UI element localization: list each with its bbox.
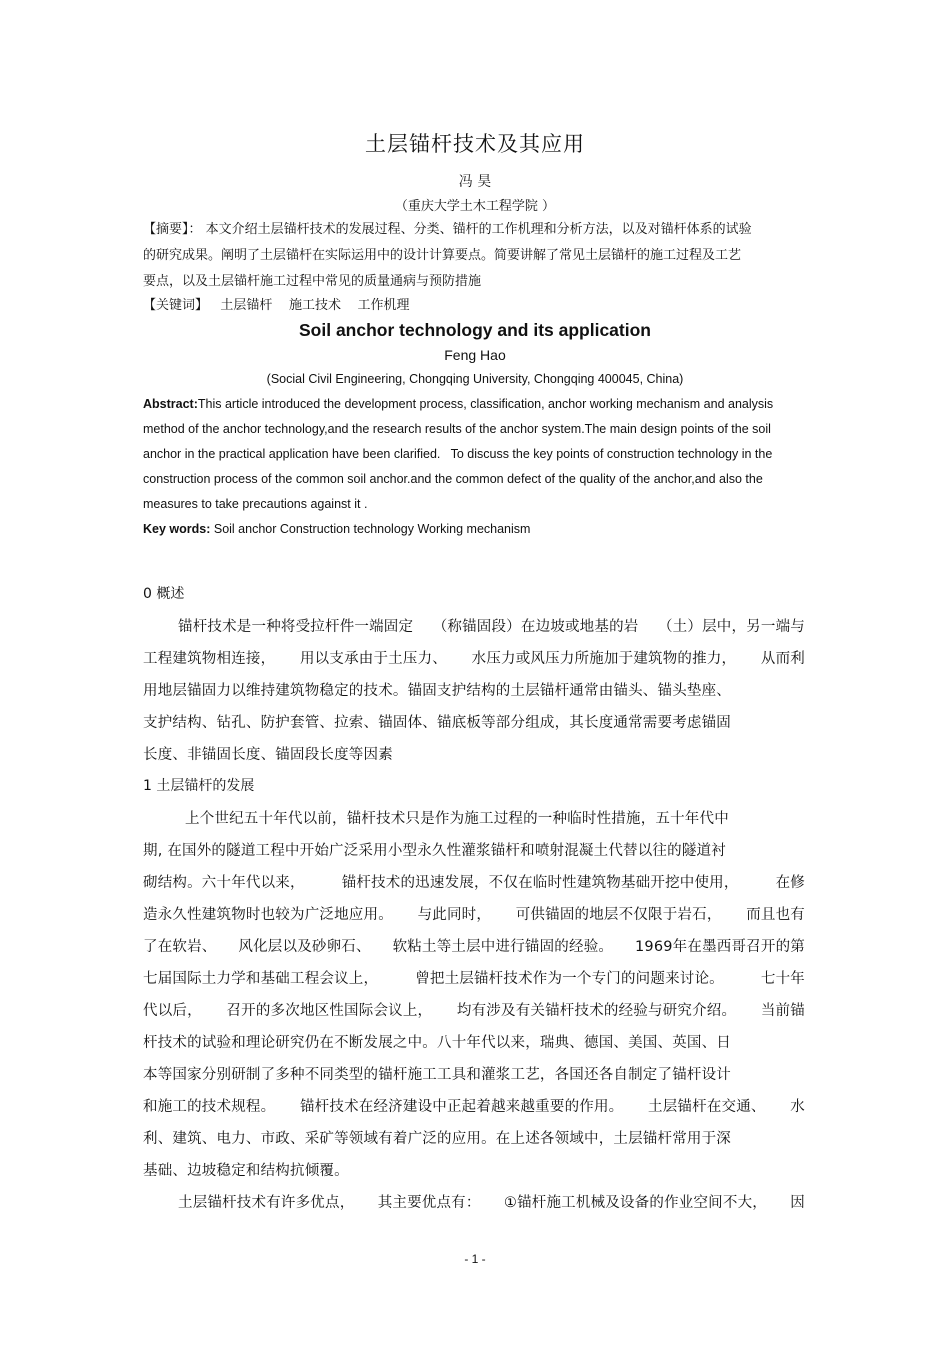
abstract-cn-line-2: 的研究成果。阐明了土层锚杆在实际运用中的设计计算要点。简要讲解了常见土层锚杆的施工过程及工艺 xyxy=(143,248,742,263)
section1-line xyxy=(143,1127,731,1148)
text-segment: 造永久性建筑物时也较为广泛地应用。 xyxy=(143,907,393,923)
text-segment: 可供锚固的地层不仅限于岩石， xyxy=(515,907,722,923)
text-segment: ①锚杆施工机械及设备的作业空间不大， xyxy=(503,1195,767,1211)
affiliation-cn: （重庆大学土木工程学院 ） xyxy=(394,199,556,214)
section1-line xyxy=(143,871,805,892)
section1-line xyxy=(143,967,805,988)
text-segment: 各国还各自制定了锚杆设计 xyxy=(554,1067,732,1083)
section1-line xyxy=(178,1191,805,1212)
abstract-en-line-5: measures to take precautions against it . xyxy=(143,497,368,511)
text-segment: 七届国际土力学和基础工程会议上， xyxy=(143,971,379,987)
text-segment: 了在软岩、 xyxy=(143,939,217,955)
text-segment: 工程建筑物相连接， xyxy=(143,651,276,667)
text-segment: 期, 在国外的隧道工程中开始广泛采用小型永久性灌浆锚杆和喷射混凝土代替以往的隧道衬 xyxy=(143,843,726,859)
section1-line xyxy=(143,935,805,956)
text-segment: 锚杆技术的迅速发展，不仅在临时性建筑物基础开挖中使用， xyxy=(341,875,739,891)
text-segment: 其主要优点有： xyxy=(377,1195,481,1211)
text-segment: 利、建筑、电力、市政、采矿等领域有着广泛的应用。在上述各领域中，土层锚杆常用于深 xyxy=(143,1131,731,1147)
paper-title-en: Soil anchor technology and its application xyxy=(299,320,651,340)
section0-line xyxy=(143,647,805,668)
section1-line xyxy=(143,1031,731,1052)
section0-line xyxy=(143,743,393,764)
text-segment: 与此同时， xyxy=(417,907,492,923)
abstract-cn-label: 【摘要】： xyxy=(143,222,202,237)
text-segment: 软粘土等土层中进行锚固的经验。 xyxy=(392,939,614,955)
text-segment: 用以支承由于土压力、 xyxy=(299,651,447,667)
text-segment: 锚杆技术在经济建设中正起着越来越重要的作用。 xyxy=(299,1099,624,1115)
abstract-en-label: Abstract: xyxy=(143,397,198,411)
abstract-cn-line-3: 要点，以及土层锚杆施工过程中常见的质量通病与预防措施 xyxy=(143,274,482,289)
section0-line xyxy=(143,679,731,700)
section-0-heading: 0 概述 xyxy=(143,586,185,602)
section1-line xyxy=(185,807,729,828)
keywords-en: Key words: Soil anchor Construction technology Working mechanism xyxy=(143,522,531,536)
section1-line xyxy=(143,839,726,860)
text-segment: 从而利 xyxy=(760,651,805,667)
abstract-cn-line-1: 【摘要】： 本文介绍土层锚杆技术的发展过程、分类、锚杆的工作机理和分析方法，以及对锚杆体系的试验 xyxy=(143,222,752,237)
text-segment: 召开的多次地区性国际会议上， xyxy=(226,1003,433,1019)
abstract-en-line-3: anchor in the practical application have been clarified. To discuss the key points of construction technology in the xyxy=(143,447,773,461)
section1-line xyxy=(143,903,805,924)
author-cn: 冯 昊 xyxy=(458,174,492,190)
text-segment: 代以后， xyxy=(143,1003,202,1019)
section1-line xyxy=(143,1159,349,1180)
author-en: Feng Hao xyxy=(444,347,506,363)
text-segment: 1969年在墨西哥召开的第 xyxy=(634,939,805,955)
keywords-cn-label: 【关键词】 xyxy=(143,298,209,313)
text-segment: 七十年 xyxy=(760,971,805,987)
text-segment: 水 xyxy=(790,1099,805,1115)
paper-title-cn: 土层锚杆技术及其应用 xyxy=(365,132,585,156)
text-segment: 当前锚 xyxy=(760,1003,805,1019)
abstract-en-line-4: construction process of the common soil anchor.and the common defect of the quality of the anchor,and also the xyxy=(143,472,763,486)
section1-line xyxy=(143,1063,731,1084)
text-segment: 支护结构、钻孔、防护套管、拉索、锚固体、锚底板等部分组成，其长度通常需要考虑锚固 xyxy=(143,715,731,731)
text-segment: （土）层中，另一端与 xyxy=(657,619,805,635)
section0-line xyxy=(143,711,731,732)
keywords-en-label: Key words: xyxy=(143,522,211,536)
text-segment: 因 xyxy=(790,1195,805,1211)
text-segment: 杆技术的试验和理论研究仍在不断发展之中。八十年代以来，瑞典、德国、美国、英国、日 xyxy=(143,1035,731,1051)
text-segment: 上个世纪五十年代以前，锚杆技术只是作为施工过程的一种临时性措施，五十年代中 xyxy=(185,811,729,827)
text-segment: 土层锚杆技术有许多优点， xyxy=(178,1195,355,1211)
section-1-heading: 1 土层锚杆的发展 xyxy=(143,778,255,794)
text-segment: 风化层以及砂卵石、 xyxy=(238,939,371,955)
keywords-cn: 【关键词】 土层锚杆 施工技术 工作机理 xyxy=(143,298,410,313)
section1-line xyxy=(143,999,805,1020)
text-segment: 而且也有 xyxy=(746,907,805,923)
text-segment: 长度、非锚固长度、锚固段长度等因素 xyxy=(143,747,393,763)
text-segment: 用地层锚固力以维持建筑物稳定的技术。锚固支护结构的土层锚杆通常由锚头、锚头垫座、 xyxy=(143,683,731,699)
text-segment: 曾把土层锚杆技术作为一个专门的问题来讨论。 xyxy=(415,971,724,987)
text-segment: 基础、边坡稳定和结构抗倾覆。 xyxy=(143,1163,349,1179)
text-segment: 砌结构。六十年代以来， xyxy=(143,875,305,891)
text-segment: 和施工的技术规程。 xyxy=(143,1099,276,1115)
abstract-en-line-2: method of the anchor technology,and the research results of the anchor system.The main design points of the soil xyxy=(143,422,771,436)
text-segment: （称锚固段）在边坡或地基的岩 xyxy=(432,619,639,635)
section0-line xyxy=(178,615,805,636)
abstract-en-line-1: Abstract:This article introduced the development process, classification, anchor working mechanism and analysis xyxy=(143,397,774,411)
text-segment: 土层锚杆在交通、 xyxy=(648,1099,766,1115)
text-segment: 在修 xyxy=(775,875,805,891)
section1-line xyxy=(143,1095,805,1116)
affiliation-en: (Social Civil Engineering, Chongqing University, Chongqing 400045, China) xyxy=(266,372,684,386)
page-number: - 1 - xyxy=(464,1252,486,1266)
text-segment: 均有涉及有关锚杆技术的经验与研究介绍。 xyxy=(456,1003,737,1019)
text-segment: 锚杆技术是一种将受拉杆件一端固定 xyxy=(178,619,414,635)
text-segment: 本等国家分别研制了多种不同类型的锚杆施工工具和灌浆工艺， xyxy=(143,1067,555,1083)
text-segment: 水压力或风压力所施加于建筑物的推力， xyxy=(471,651,737,667)
